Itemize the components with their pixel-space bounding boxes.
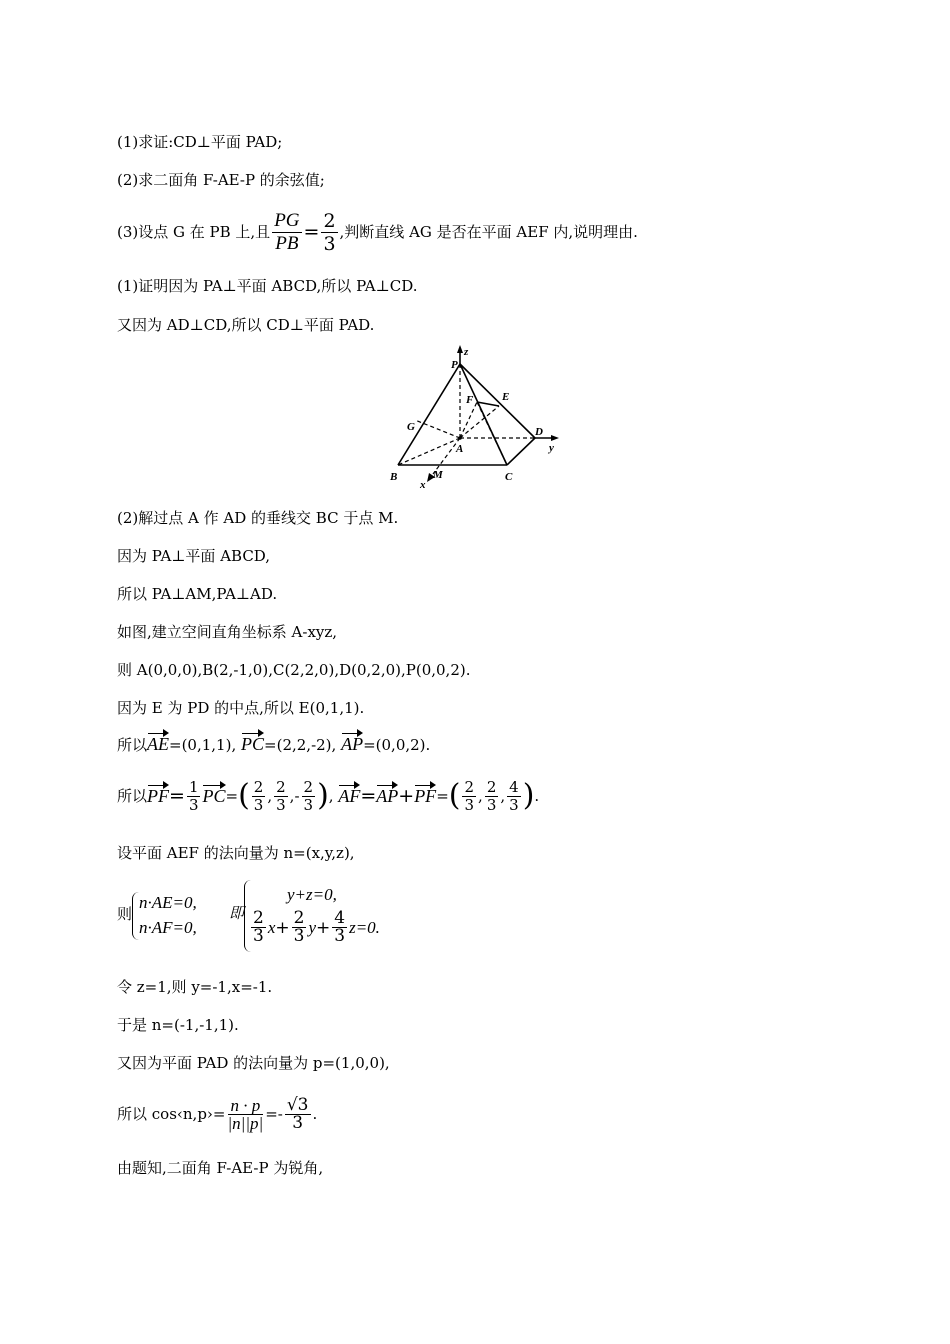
vector-pc-2: PC [202, 786, 226, 806]
question-2: (2)求二面角 F-AE-P 的余弦值; [117, 171, 325, 189]
label-b: B [390, 471, 398, 483]
z-arrow [457, 345, 463, 353]
solution-line-1: (1)证明因为 PA⊥平面 ABCD,所以 PA⊥CD. [117, 277, 418, 295]
equation-2: $\frac{2}{3}$ x + $\frac{2}{3}$ y + $\frac{4}{3}$ z=0. [253, 908, 380, 946]
solution-line-16: 所以 cos‹n,p›= $\frac{n \cdot p}{|n||p|}$ =- $\frac{√3}{3}$ . [117, 1094, 318, 1133]
ratio-value-numerator: 2 [323, 209, 336, 232]
solution-line-7: 则 A(0,0,0),B(2,-1,0),C(2,2,0),D(0,2,0),P(0,0,2). [117, 661, 471, 679]
solution-line-2: 又因为 AD⊥CD,所以 CD⊥平面 PAD. [117, 316, 375, 334]
ratio-value-fraction [321, 210, 337, 255]
segment-ae [460, 406, 499, 438]
ratio-fraction [272, 210, 301, 255]
label-z: z [464, 346, 469, 358]
segment-ag [415, 420, 460, 438]
solution-line-8: 因为 E 为 PD 的中点,所以 E(0,1,1). [117, 699, 365, 717]
label-f: F [466, 394, 474, 406]
question-1: (1)求证:CD⊥平面 PAD; [117, 133, 283, 151]
solution-line-17: 由题知,二面角 F-AE-P 为锐角, [117, 1159, 324, 1177]
segment-fe [477, 402, 499, 406]
y-arrow [551, 435, 559, 441]
solution-line-10: 所以 PF = $\frac{1}{3}$ PC = ( $\frac{2}{3}$ , $\frac{2}{3}$ , - $\frac{2}{3}$ ) , AF = AP + PF = ( $\frac{2}{3}$ , $\frac{2}{3}$ , $\frac{4}{3}$ ) . [117, 777, 540, 814]
solution-line-15: 又因为平面 PAD 的法向量为 p=(1,0,0), [117, 1054, 390, 1072]
vector-ae: AE [147, 734, 170, 754]
vector-pc: PC [241, 734, 265, 754]
label-a: A [456, 443, 464, 455]
pyramid-figure [385, 340, 565, 490]
solution-line-3: (2)解过点 A 作 AD 的垂线交 BC 于点 M. [117, 509, 399, 527]
solution-line-4: 因为 PA⊥平面 ABCD, [117, 547, 271, 565]
label-m: M [433, 469, 443, 481]
label-e: E [502, 391, 510, 403]
edge-ab [398, 438, 460, 465]
vector-pf-2: PF [414, 786, 437, 806]
question-3: (3)设点 G 在 PB 上,且 $\frac{PG}{PB}$ = $\frac{2}{3}$ ,判断直线 AG 是否在平面 AEF 内,说明理由. [117, 209, 638, 255]
vector-af: AF [338, 786, 361, 806]
equation-1: y+z=0, [287, 885, 337, 904]
segment-af [460, 402, 477, 438]
label-d: D [535, 426, 543, 438]
label-c: C [505, 471, 513, 483]
vector-ap-2: AP [376, 786, 399, 806]
label-y: y [549, 442, 554, 454]
edge-cd [507, 438, 535, 465]
label-p: P [451, 359, 458, 371]
label-g: G [407, 421, 415, 433]
fraction-one-third: $\frac{1}{3}$ [188, 777, 199, 814]
label-x: x [420, 479, 426, 490]
question-3-prefix: (3)设点 G 在 PB 上,且 [117, 223, 271, 241]
row-n-ae: n·AE=0, [139, 893, 197, 912]
solution-line-6: 如图,建立空间直角坐标系 A-xyz, [117, 623, 338, 641]
ratio-value-denominator: 3 [323, 232, 336, 255]
ratio-numerator: PG [274, 209, 300, 231]
row-n-af: n·AF=0, [139, 918, 197, 937]
ratio-denominator: PB [275, 232, 299, 254]
solution-line-13: 令 z=1,则 y=-1,x=-1. [117, 978, 273, 996]
vector-pf: PF [147, 786, 170, 806]
vector-ap: AP [341, 734, 364, 754]
solution-line-11: 设平面 AEF 的法向量为 n=(x,y,z), [117, 844, 355, 862]
solution-line-14: 于是 n=(-1,-1,1). [117, 1016, 239, 1034]
question-3-suffix: ,判断直线 AG 是否在平面 AEF 内,说明理由. [339, 223, 638, 241]
solution-line-9: 所以AE=(0,1,1), PC=(2,2,-2), AP=(0,0,2). [117, 734, 431, 754]
solution-line-5: 所以 PA⊥AM,PA⊥AD. [117, 585, 278, 603]
